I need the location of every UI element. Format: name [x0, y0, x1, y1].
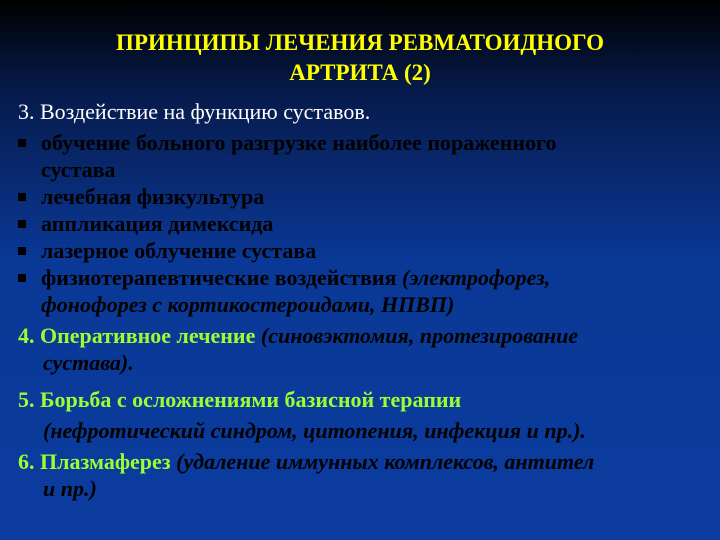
title-line-2: АРТРИТА (2): [289, 60, 431, 85]
bullet-item: [18, 129, 708, 183]
bullet-lead: физиотерапевтические воздействия: [41, 265, 402, 290]
section-4-note-2: сустава).: [43, 350, 134, 375]
section-6: [18, 448, 708, 502]
section-6-heading: 6. Плазмаферез: [18, 449, 177, 474]
bullet-line-2: сустава: [41, 157, 116, 182]
bullet-line-1: обучение больного разгрузке наиболее пораженного: [41, 130, 557, 155]
section-5-note: (нефротический синдром, цитопения, инфекция и пр.).: [43, 418, 586, 443]
bullet-item: [18, 237, 708, 264]
bullet-text: лазерное облучение сустава: [41, 238, 317, 263]
square-bullet-icon: [18, 274, 26, 282]
section-3-heading: 3. Воздействие на функцию суставов.: [18, 99, 371, 124]
square-bullet-icon: [18, 220, 26, 228]
square-bullet-icon: [18, 247, 26, 255]
title-line-1: ПРИНЦИПЫ ЛЕЧЕНИЯ РЕВМАТОИДНОГО: [116, 30, 604, 55]
section-5-heading: 5. Борьба с осложнениями базисной терапии: [18, 387, 462, 412]
bullet-item: [18, 210, 708, 237]
slide-body: [18, 98, 708, 502]
bullet-text: [41, 264, 708, 318]
section-4-note-1: (синовэктомия, протезирование: [260, 323, 579, 348]
bullet-text: аппликация димексида: [41, 211, 274, 236]
section-6-note-1: (удаление иммунных комплексов, антител: [176, 449, 595, 474]
section-4-heading: 4. Оперативное лечение: [18, 323, 261, 348]
bullet-note-2: фонофорез с кортикостероидами, НПВП): [41, 292, 455, 317]
bullet-item: [18, 183, 708, 210]
bullet-note-1: (электрофорез,: [402, 265, 551, 290]
section-5-note-row: [18, 417, 708, 444]
section-4: [18, 322, 708, 376]
bullet-item: [18, 264, 708, 318]
bullet-text: [41, 129, 708, 183]
bullet-text: лечебная физкультура: [41, 184, 265, 209]
section-6-note-2: и пр.): [43, 476, 97, 501]
section-5: [18, 386, 708, 413]
slide-title: [0, 28, 720, 88]
square-bullet-icon: [18, 139, 26, 147]
square-bullet-icon: [18, 193, 26, 201]
